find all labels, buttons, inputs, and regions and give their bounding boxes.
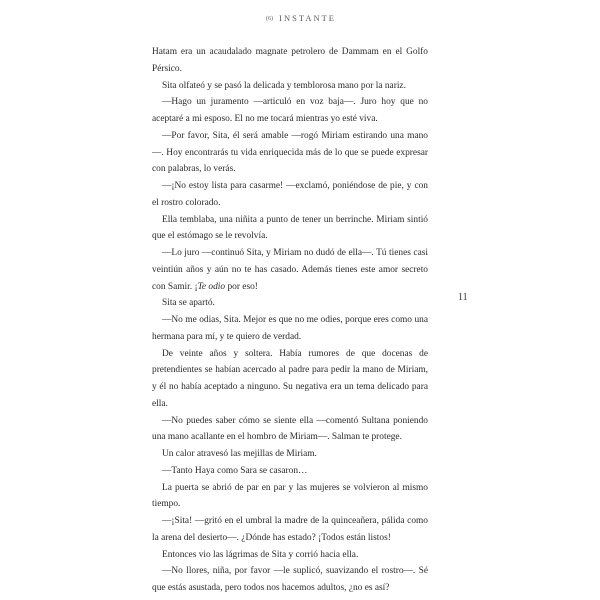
paragraph <box>152 245 428 295</box>
paragraph: Sita olfateó y se pasó la delicada y temblorosa mano por la nariz. <box>162 80 406 91</box>
paragraph-text: —Lo juro —continuó Sita, y Miriam no dudó de ella—. Tú tienes casi veintiún años y aún no te has casado. Además tienes este amor secreto con Samir. ¡ <box>152 248 428 292</box>
paragraph: —Por favor, Sita, él será amable —rogó Miriam estirando una mano—. Hoy encontrarás tu vida enriquecida más de lo que se puede expresar con palabras, lo verás. <box>152 130 428 175</box>
paragraph-text: por eso! <box>225 281 258 292</box>
paragraph: —Hago un juramento —articuló en voz baja—. Juro hoy que no aceptaré a mi esposo. El no me tocará mientras yo esté viva. <box>152 97 428 124</box>
paragraph: —No me odias, Sita. Mejor es que no me odies, porque eres como una hermana para mí, y te quiero de verdad. <box>152 315 428 342</box>
running-head-title: INSTANTE <box>279 13 336 23</box>
body-text <box>152 44 428 597</box>
running-head <box>0 13 600 23</box>
paragraph: —No llores, niña, por favor —le suplicó, suavizando el rostro—. Sé que estás asustada, pero todos nos hacemos adultos, ¿no es así? <box>152 566 428 593</box>
paragraph: De veinte años y soltera. Había rumores de que docenas de pretendientes se habían acercado al padre para pedir la mano de Miriam, y él no había aceptado a ninguno. Su negativa era un tema delicado para ella. <box>152 348 428 409</box>
paragraph: —¡No estoy lista para casarme! —exclamó, poniéndose de pie, y con el rostro colorado. <box>152 181 428 208</box>
paragraph: —¡Sita! —gritó en el umbral la madre de la quinceañera, pálida como la arena del desierto—. ¿Dónde has estado? ¡Todos están listos! <box>152 516 428 543</box>
paragraph: La puerta se abrió de par en par y las mujeres se volvieron al mismo tiempo. <box>152 482 428 510</box>
paragraph-emphasis: Te odio <box>197 281 226 292</box>
paragraph: Entonces vio las lágrimas de Sita y corrió hacia ella. <box>162 549 359 560</box>
running-head-prefix: (6) <box>266 16 273 22</box>
paragraph: —Tanto Haya como Sara se casaron… <box>162 465 308 476</box>
paragraph: Hatam era un acaudalado magnate petrolero de Dammam en el Golfo Pérsico. <box>152 47 428 74</box>
paragraph: Ella temblaba, una niñita a punto de tener un berrinche. Miriam sintió que el estómago se le revolvía. <box>152 214 428 242</box>
page-number: 11 <box>458 292 468 303</box>
paragraph: —No puedes saber cómo se siente ella —comentó Sultana poniendo una mano acallante en el hombro de Miriam—. Salman te protege. <box>152 415 428 443</box>
paragraph: Sita se apartó. <box>162 298 215 309</box>
paragraph: Un calor atravesó las mejillas de Miriam. <box>162 449 317 459</box>
